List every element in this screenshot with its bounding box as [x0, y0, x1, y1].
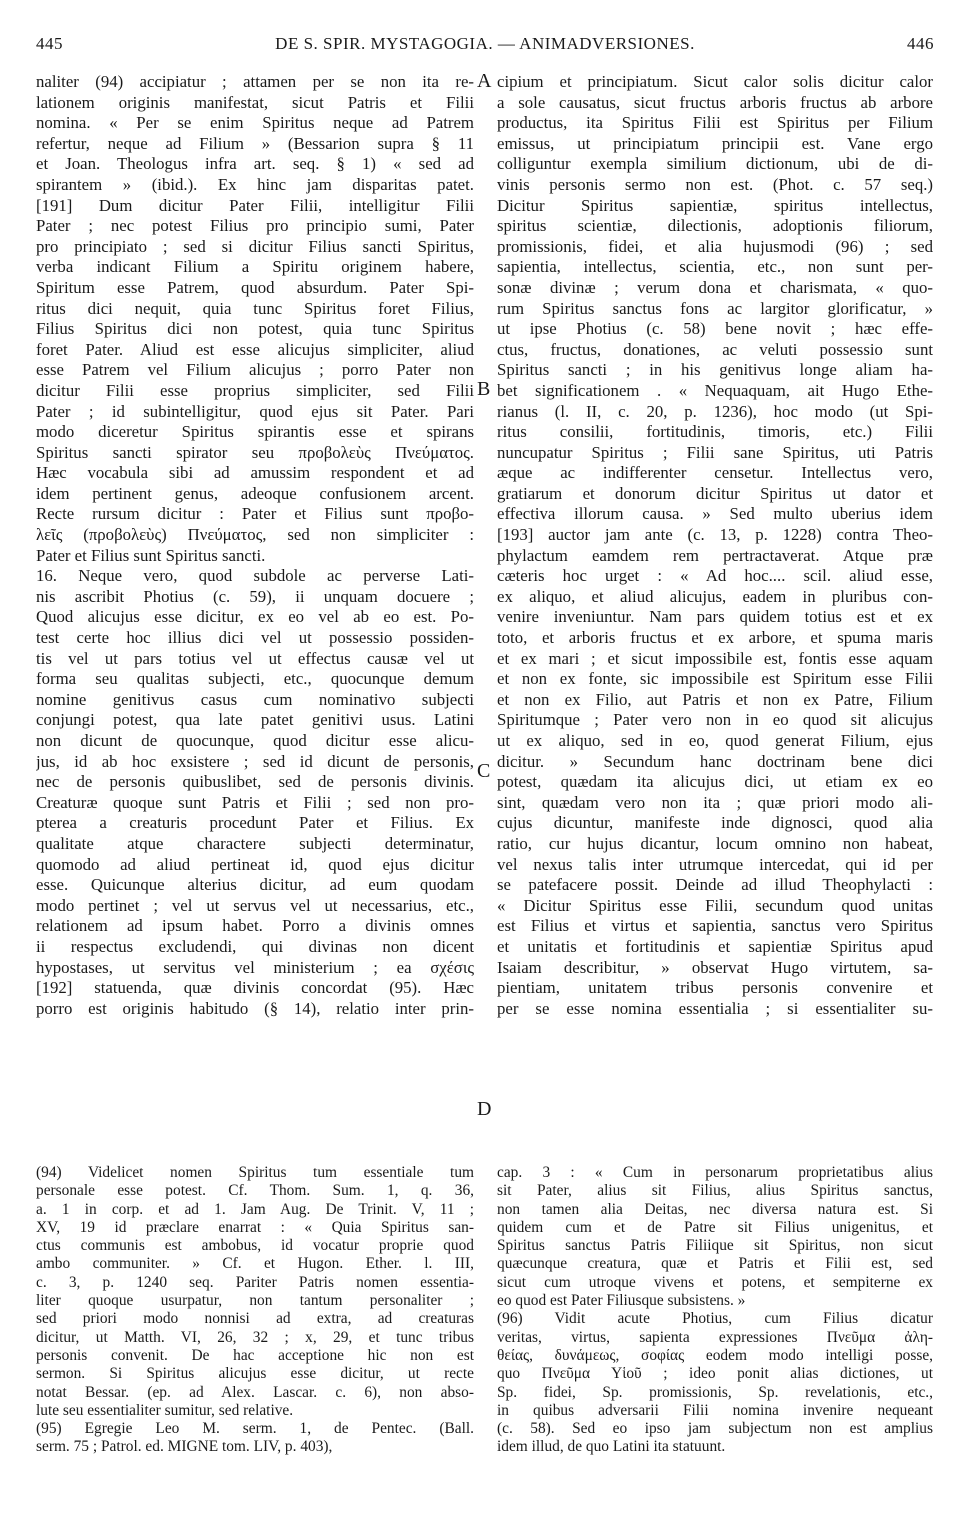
text-line: cujus dicuntur, manifeste inde dignosci, quod alia — [497, 813, 933, 833]
text-line: sicut cum utroque vivens et potens, et sempiterne ex — [497, 1273, 933, 1291]
text-line: emissus, ut principiatum principii est. Vane ergo — [497, 133, 933, 153]
text-line: toto, et arboris fructus et ex arbore, et spuma maris — [497, 628, 933, 648]
text-line: (c. 58). Sed eo ipso jam subjectum non est amplius — [497, 1420, 933, 1438]
text-line: nuncupatur Spiritus ; Filii sane Spiritus, uti Patris — [497, 442, 933, 462]
text-line: [191] Dum dicitur Pater Filii, intelligitur Filii — [36, 195, 474, 215]
text-line: verba indicant Filium a Spiritu originem habere, — [36, 257, 474, 277]
text-line: quo Πνεῦμα Υἱοῦ ; ideo ponit alias dictiones, ut — [497, 1365, 933, 1383]
text-line: personale esse potest. Cf. Thom. Sum. 1, q. 36, — [36, 1182, 474, 1200]
text-line: porro est originis habitudo (§ 14), relatio inter prin- — [36, 998, 474, 1018]
text-line: jus, id ab hoc exsistere ; sed id dicunt de personis, — [36, 751, 474, 771]
text-line: tis vel ut pars totius vel ut effectus causæ vel ut — [36, 648, 474, 668]
text-line: refertur, neque ad Filium » (Bessarion supra § 11 — [36, 133, 474, 153]
text-line: nis ascribit Photius (c. 59), ii unquam docuere ; — [36, 586, 474, 606]
text-line: pterea a creaturis procedunt Pater et Filius. Ex — [36, 813, 474, 833]
text-line: θείας, δυνάμεως, σοφίας eodem modo intelligi posse, — [497, 1346, 933, 1364]
text-line: cap. 3 : « Cum in personarum proprietatibus alius — [497, 1164, 933, 1181]
text-line: (95) Egregie Leo M. serm. 1, de Pentec. (Ball. — [36, 1420, 474, 1438]
text-line: ambo communiter. » Cf. et Hugon. Ether. l. III, — [36, 1255, 474, 1273]
text-line: liter quoque usurpatur, non tantum personaliter ; — [36, 1292, 474, 1310]
text-line: per se esse nomina essentialia ; si essentialiter su- — [497, 998, 933, 1018]
text-line: Dicitur Spiritus sapientiæ, spiritus intellectus, — [497, 195, 933, 215]
text-line: vel nexus talis inter utrumque intercedat, qui id per — [497, 854, 933, 874]
text-line: Creaturæ quoque sunt Patris et Filii ; sed non pro- — [36, 792, 474, 812]
text-line: ctus, fructus, donationes, ac veluti possessio sunt — [497, 339, 933, 359]
text-line: rianus (l. II, c. 20, p. 1236), hoc modo (ut Spi- — [497, 401, 933, 421]
margin-marker-c: C — [477, 760, 491, 782]
text-line: potest, quædam ita alicujus dici, ut etiam ex eo — [497, 772, 933, 792]
text-line: λεῖς (προβολεὺς) Πνεύματος, sed non simpliciter : — [36, 525, 474, 545]
text-line: æque ac indifferenter censetur. Intellectus vero, — [497, 463, 933, 483]
text-line: non dicunt de quocunque, quod dicitur esse alicu- — [36, 731, 474, 750]
text-line: foret Pater. Aliud est esse alicujus simpliciter, aliud — [36, 339, 474, 359]
text-line: sonæ divinæ ; verum dona et charismata, « quo- — [497, 277, 933, 297]
text-line: conjungi potest, qua late patet genitivi usus. Latini — [36, 710, 474, 730]
text-line: ut ipse Photius (c. 58) bene novit ; hæc effe- — [497, 319, 933, 339]
text-line: nomine genitivus casus cum nominativo subjecti — [36, 689, 474, 709]
text-line: et Joan. Theologus infra art. seq. § 1) « sed ad — [36, 154, 474, 174]
text-line: quidem cum et de Patre sit Filius unigenitus, et — [497, 1218, 933, 1236]
text-line: a sole causatus, sicut fructus arboris fructus ab arbore — [497, 92, 933, 112]
text-line: Spiritus sancti spirator seu προβολεὺς Πνεύματος. — [36, 442, 474, 462]
text-line: [192] statuenda, quæ divinis concordat (95). Hæc — [36, 978, 474, 998]
text-line: modo diceretur Spiritus spirantis esse et spirans — [36, 422, 474, 442]
text-line: Filius Spiritus dici non potest, quia tunc Spiritus — [36, 319, 474, 339]
text-line: Recte rursum dicitur : Pater et Filius sunt προβο- — [36, 504, 474, 524]
text-line: dicitur, ut Matth. VI, 26, 32 ; x, 29, et tunc tribus — [36, 1328, 474, 1346]
text-line: (96) Vidit acute Photius, cum Filius dicatur — [497, 1310, 933, 1328]
text-line: Spiritus sancti ; in his genitivus longe aliam ha- — [497, 360, 933, 380]
text-line: forma seu qualitas subjecti, etc., quocunque demum — [36, 669, 474, 689]
text-line: (94) Videlicet nomen Spiritus tum essentiale tum — [36, 1164, 474, 1181]
text-line: sapientia, intellectus, scientia, etc., non sunt per- — [497, 257, 933, 277]
text-line: vinis personis sermo non est. (Phot. c. 57 seq.) — [497, 174, 933, 194]
margin-marker-b: B — [477, 378, 491, 400]
text-line: [193] auctor jam ante (c. 13, p. 1228) contra Theo- — [497, 525, 933, 545]
text-line: productus, ita Spiritus Filii est Spiritus per Filium — [497, 113, 933, 133]
text-line: personis convenit. De hac acceptione hic non est — [36, 1346, 474, 1364]
text-line: colliguntur exempla similium dictionum, ubi de di- — [497, 154, 933, 174]
text-line: Sp. fidei, Sp. promissionis, Sp. revelationis, etc., — [497, 1383, 933, 1401]
text-line: veritas, virtus, sapienta expressiones Πνεῦμα ἀλη- — [497, 1328, 933, 1346]
text-line: Isaiam describitur, » observat Hugo virtutem, sa- — [497, 957, 933, 977]
text-line: rum Spiritus sanctus fons ac largitor glorificatur, » — [497, 298, 933, 318]
margin-marker-a: A — [477, 70, 492, 92]
text-line: et unitatis et fortitudinis et sapientiæ Spiritus apud — [497, 936, 933, 956]
text-line: serm. 75 ; Patrol. ed. MIGNE tom. LIV, p. 403), — [36, 1438, 333, 1456]
page-number-right: 446 — [907, 34, 934, 53]
text-line: ritus consilii, fortitudinis, timoris, etc.) Filii — [497, 422, 933, 442]
text-line: ex aliquo, et aliud alicujus, eadem in pluribus con- — [497, 586, 933, 606]
text-line: gratiarum et donorum dicitur Spiritus ut dator et — [497, 483, 933, 503]
footnotes-left — [36, 1164, 474, 1457]
text-line: « Dicitur Spiritus esse Filii, secundum quod unitas — [497, 895, 933, 915]
text-line: quomodo ad aliud pertineat id, quod ejus dicitur — [36, 854, 474, 874]
text-line: promissionis, fidei, et alia hujusmodi (96) ; sed — [497, 236, 933, 256]
text-line: c. 3, p. 1240 seq. Pariter Patris nomen essentia- — [36, 1273, 474, 1291]
text-line: venire inveniuntur. Nam pars quidem totius est et ex — [497, 607, 933, 627]
text-line: ctus communis est ambobus, id vocatur proprie quod — [36, 1237, 474, 1255]
text-line: Pater ; nec potest Filius pro principio sumi, Pater — [36, 216, 474, 236]
text-line: Spiritum esse Patrem, quod absurdum. Pater Spi- — [36, 277, 474, 297]
page-number-left: 445 — [36, 34, 63, 53]
text-line: spiritus scientiæ, dilectionis, adoptionis filiorum, — [497, 216, 933, 236]
text-line: ii respectus excludendi, qui divinas non dicent — [36, 936, 474, 956]
text-line: spirantem » (ibid.). Ex hinc jam disparitas patet. — [36, 174, 474, 194]
text-line: est Filius et virtus et sapientia, sanctus vero Spiritus — [497, 916, 933, 936]
margin-marker-d: D — [477, 1098, 492, 1120]
text-line: phylactum eamdem rem pertractaverat. Atque præ — [497, 545, 933, 565]
text-line: sed priori modo nonnisi ad extra, ad creaturas — [36, 1310, 474, 1328]
text-line: 16. Neque vero, quod subdole ac perverse Lati- — [36, 566, 474, 586]
text-line: cæteris hoc urget : « Ad hoc.... scil. aliud esse, — [497, 566, 933, 586]
text-line: qualitate atque charactere subjecti determinatur, — [36, 833, 474, 853]
text-line: relationem ad ipsum habet. Porro a divinis omnes — [36, 916, 474, 936]
text-line: eo quod est Pater Filiusque subsistens. » — [497, 1292, 746, 1310]
text-line: non tamen alia Deitas, nec diversa natura est. Si — [497, 1200, 933, 1218]
text-line: et non ex fonte, sic impossibile est Spiritum esse Filii — [497, 669, 933, 689]
text-line: pro principiato ; sed si dicitur Filius sancti Spiritus, — [36, 236, 474, 256]
text-line: lute seu essentialiter sumitur, sed relative. — [36, 1401, 294, 1419]
text-line: in quibus adversarii Filii nomina invenire nequeant — [497, 1401, 933, 1419]
text-line: Quod alicujus esse dicitur, ex eo vel ab eo est. Po- — [36, 607, 474, 627]
text-line: lationem originis manifestat, sicut Patris et Filii — [36, 92, 474, 112]
text-line: dicitur. » Secundum hanc doctrinam bene dici — [497, 751, 933, 771]
text-line: Spiritus sanctus Patris Filiique sit Spiritus, non sicut — [497, 1237, 933, 1255]
text-line: esse. Quicunque alterius dicitur, ad eum quodam — [36, 875, 474, 895]
text-line: cipium et principiatum. Sicut calor solis dicitur calor — [497, 72, 933, 91]
text-line: et non ex Filio, aut Patris et non ex Patre, Filium — [497, 689, 933, 709]
text-line: ut ex aliquo, sed in eo, quod generat Filium, ejus — [497, 731, 933, 750]
text-line: Pater et Filius sunt Spiritus sancti. — [36, 545, 266, 565]
text-line: Pater ; id subintelligitur, quod ejus sit Pater. Pari — [36, 401, 474, 421]
text-line: modo pertinet ; vel ut servus vel ut necessarius, etc., — [36, 895, 474, 915]
footnotes-right — [497, 1164, 933, 1457]
text-line: dicitur Filii esse proprius simpliciter, sed Filii — [36, 380, 474, 400]
text-line: ritus dici nequit, quia tunc Spiritus foret Filius, — [36, 298, 474, 318]
text-line: ratio, cur hujus dicantur, locum omnino non habeat, — [497, 833, 933, 853]
right-column — [497, 72, 933, 1019]
text-line: idem pertinent genus, adeoque confusionem arcent. — [36, 483, 474, 503]
text-line: nomina. « Per se enim Spiritus neque ad Patrem — [36, 113, 474, 133]
text-line: naliter (94) accipiatur ; attamen per se non ita re- — [36, 72, 474, 91]
text-line: XV, 19 id præclare enarrat : « Quia Spiritus san- — [36, 1218, 474, 1236]
text-line: notat Bessar. (ep. ad Alex. Lascar. c. 6), non abso- — [36, 1383, 474, 1401]
text-line: test certe hoc illius dici vel ut possessio possiden- — [36, 628, 474, 648]
running-header — [36, 34, 934, 64]
text-line: sermon. Si Spiritus alicujus esse dicitur, ut recte — [36, 1365, 474, 1383]
text-line: et ex mari ; et sicut impossibile est, fontis esse aquam — [497, 648, 933, 668]
text-line: a. 1 in corp. et ad 1. Jam Aug. De Trinit. V, 11 ; — [36, 1200, 474, 1218]
text-line: quæcunque creatura, quæ et Patris et Filii est, sed — [497, 1255, 933, 1273]
running-title: DE S. SPIR. MYSTAGOGIA. — ANIMADVERSIONES. — [275, 34, 695, 53]
text-line: Hæc vocabula sibi ad amussim respondent et ad — [36, 463, 474, 483]
text-line: sit Pater, alius sit Filius, alius Spiritus sanctus, — [497, 1182, 933, 1200]
text-line: sint, quædam vero non ita ; quæ priori modo ali- — [497, 792, 933, 812]
text-line: nec de personis quibuslibet, sed de personis divinis. — [36, 772, 474, 792]
text-line: Spiritumque ; Pater vero non in eo quod sit alicujus — [497, 710, 933, 730]
text-line: pientiam, unitatem tribus personis convenire et — [497, 978, 933, 998]
text-line: esse Patrem vel Filium alicujus ; porro Pater non — [36, 360, 474, 380]
text-line: idem illud, de quo Latini ita statuunt. — [497, 1438, 726, 1456]
text-line: effectiva illorum causa. » Sed multo uberius idem — [497, 504, 933, 524]
text-line: se patefacere possit. Deinde ad illud Theophylacti : — [497, 875, 933, 895]
left-column — [36, 72, 474, 1019]
text-line: bet significationem . « Nequaquam, ait Hugo Ethe- — [497, 380, 933, 400]
text-line: hypostases, ut servitus vel ministerium ; ea σχέσις — [36, 957, 474, 977]
